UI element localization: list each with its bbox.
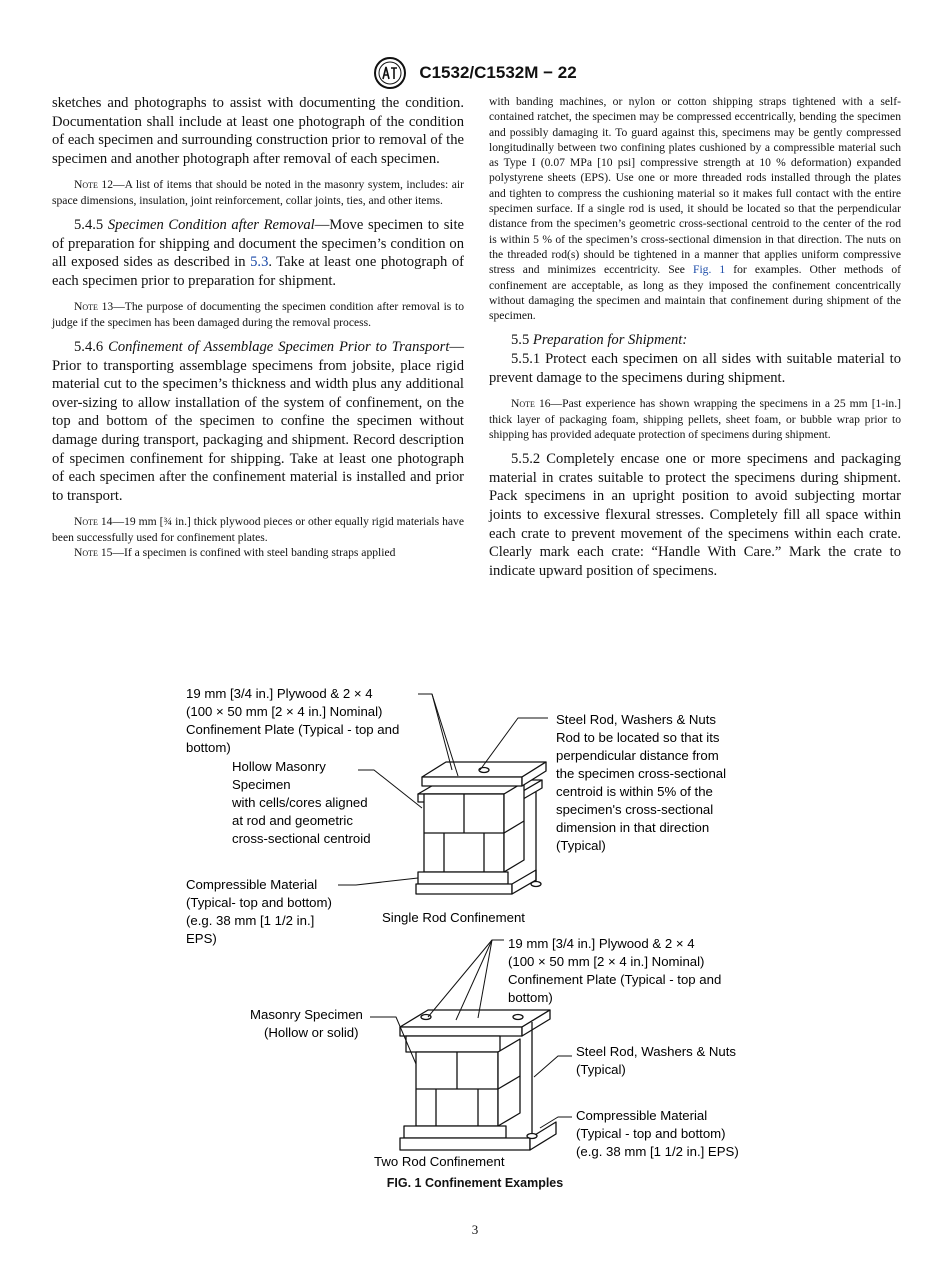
single-lower-eps — [418, 872, 508, 884]
figure-1 — [160, 672, 800, 1202]
two-plate-label: 19 mm [3/4 in.] Plywood & 2 × 4 (100 × 50 mm [2 × 4 in.] Nominal) Confinement Plate (Typical - top and bottom) — [508, 936, 722, 1005]
page-number: 3 — [471, 1222, 479, 1237]
note-15 — [52, 545, 464, 560]
two-upper-eps — [406, 1036, 500, 1052]
single-plate-label: 19 mm [3/4 in.] Plywood & 2 × 4 (100 × 50 mm [2 × 4 in.] Nominal) Confinement Plate (Typical - top and bottom) — [186, 686, 400, 755]
single-rod-nut — [531, 882, 541, 887]
section-number: 5.4.6 — [74, 338, 104, 355]
note-text: —The purpose of documenting the specimen condition after removal is to judge if the specimen has been damaged during the removal process. — [52, 300, 464, 329]
single-rod-label: Steel Rod, Washers & Nuts Rod to be located so that its perpendicular distance from the specimen cross-sectional centroid is within 5% of the specimen's cross-sectional dimension in that direction (Typical) — [556, 712, 727, 853]
note-label: Note 12 — [74, 178, 114, 192]
two-lower-eps — [404, 1126, 506, 1138]
section-title: Preparation for Shipment: — [532, 332, 688, 349]
cross-reference-link[interactable]: 5.3 — [250, 254, 269, 271]
section-5-4-6 — [52, 338, 464, 505]
figure-reference-link[interactable]: Fig. 1 — [693, 263, 726, 277]
section-5-5 — [489, 331, 901, 350]
two-rod-assembly — [400, 1010, 556, 1150]
astm-logo-icon — [373, 56, 407, 90]
note-text: —Past experience has shown wrapping the specimens in a 25 mm [1-in.] thick layer of packaging foam, shipping pellets, sheet foam, or bubble wrap prior to shipping has provided adequate protection of specimens during shipment. — [489, 397, 901, 441]
two-rod-label: Steel Rod, Washers & Nuts (Typical) — [576, 1044, 737, 1077]
two-specimen-label: Masonry Specimen (Hollow or solid) — [250, 1007, 363, 1040]
section-text: —Prior to transporting assemblage specimens from jobsite, place rigid material cut to the specimen’s thickness and width plus any additional over-sizing to allow installation of the system of confinement, on the top and bottom of the specimen to confine the specimen without damage during transport, packaging and shipment. Record description of specimen confinement for shipping. Take at least one photograph of each specimen after the confinement material is installed and prior to transport. — [52, 338, 464, 504]
note-text: for examples. Other methods of confinement are acceptable, as long as they imposed the confinement concentrically without damaging the specimen and maintain that confinement during shipment of the specimen. — [489, 263, 901, 323]
note-15-continued — [489, 94, 901, 323]
note-label: Note 16 — [511, 397, 551, 411]
note-text: —If a specimen is confined with steel banding straps applied — [112, 545, 396, 559]
two-top-plate-front — [400, 1027, 522, 1036]
note-14 — [52, 514, 464, 545]
figure-caption: FIG. 1 Confinement Examples — [386, 1176, 564, 1190]
section-5-4-5 — [52, 216, 464, 290]
section-5-5-2: 5.5.2 Completely encase one or more specimens and packaging material in crates suitable to protect the specimens during shipment. Pack specimens in an upright position to avoid subjecting mortar joints to excessive flexural stresses. Completely fill all space within each crate to prevent movement of the specimens within each crate. Clearly mark each crate: “Handle With Care.” Mark the crate to indicate upward position of specimens. — [489, 451, 901, 579]
two-rod-nut — [527, 1134, 537, 1139]
single-rod-title: Single Rod Confinement — [382, 910, 525, 925]
section-title: Specimen Condition after Removal — [107, 216, 315, 233]
single-specimen-label: Hollow Masonry Specimen with cells/cores aligned at rod and geometric cross-sectional centroid — [232, 759, 371, 846]
right-column — [489, 94, 901, 580]
section-5-5-1: 5.5.1 Protect each specimen on all sides with suitable material to prevent damage to the specimens during shipment. — [489, 351, 901, 386]
page-header — [0, 56, 950, 90]
note-text: —A list of items that should be noted in the masonry system, includes: air space dimensions, insulation, joint reinforcement, collar joints, ties, and other items. — [52, 178, 464, 207]
single-top-plate-front — [422, 777, 522, 786]
note-label: Note 15 — [74, 545, 113, 559]
section-number: 5.4.5 — [74, 216, 104, 233]
section-title: Confinement of Assemblage Specimen Prior to Transport — [108, 338, 450, 355]
section-text: —Move specimen to site of preparation for shipping and document the specimen’s condition on all exposed sides as described in — [52, 216, 464, 271]
two-top-nut-right — [513, 1015, 523, 1020]
section-number: 5.5 — [511, 332, 530, 349]
confinement-diagram — [160, 672, 800, 1202]
single-rod-assembly — [416, 780, 542, 894]
note-13 — [52, 299, 464, 330]
single-compressible-label: Compressible Material (Typical- top and bottom) (e.g. 38 mm [1 1/2 in.] EPS) — [186, 877, 332, 946]
note-label: Note 14 — [74, 515, 113, 529]
note-text: with banding machines, or nylon or cotton shipping straps tightened with a self-contained ratchet, the specimen may be compressed eccentrically, bending the specimen and possibly damaging it. To guard against this, specimens may be gently compressed longitudinally between two confining plates cushioned by a compressible material such as Type I (0.07 MPa [10 psi] compressive strength at 10 % deformation) expanded polystyrene sheets (EPS). Use one or more threaded rods installed through the plates and tighten to compress the cushioning material so it makes full contact with the entire specimen surface. If a single rod is used, it should be located so that the perpendicular distance from the specimen’s geometric cross-sectional centroid to the center of the rod is within 5 % of the specimen’s cross-sectional dimension in that direction. The nuts on the threaded rod(s) should be tightened in a manner that applies uniform compressive stress and minimizes eccentricity. See — [489, 95, 901, 277]
note-12 — [52, 177, 464, 208]
note-label: Note 13 — [74, 300, 114, 314]
document-designation: C1532/C1532M − 22 — [419, 63, 577, 82]
note-16 — [489, 396, 901, 442]
two-bottom-plate-front — [400, 1138, 530, 1150]
two-rod-title: Two Rod Confinement — [374, 1154, 505, 1169]
two-compressible-label: Compressible Material (Typical - top and bottom) (e.g. 38 mm [1 1/2 in.] EPS) — [576, 1108, 739, 1159]
section-text: . Take at least one photograph of each specimen prior to preparation for shipment. — [52, 254, 464, 289]
single-lower-plate-front — [416, 884, 512, 894]
note-text: —19 mm [¾ in.] thick plywood pieces or other equally rigid materials have been successfully used for confinement plates. — [52, 515, 464, 544]
left-column — [52, 94, 464, 560]
paragraph-documentation: sketches and photographs to assist with documenting the condition. Documentation shall include at least one photograph of the condition of each specimen and surrounding construction prior to removal of the specimen and another photograph after removal of each specimen. — [52, 95, 464, 167]
